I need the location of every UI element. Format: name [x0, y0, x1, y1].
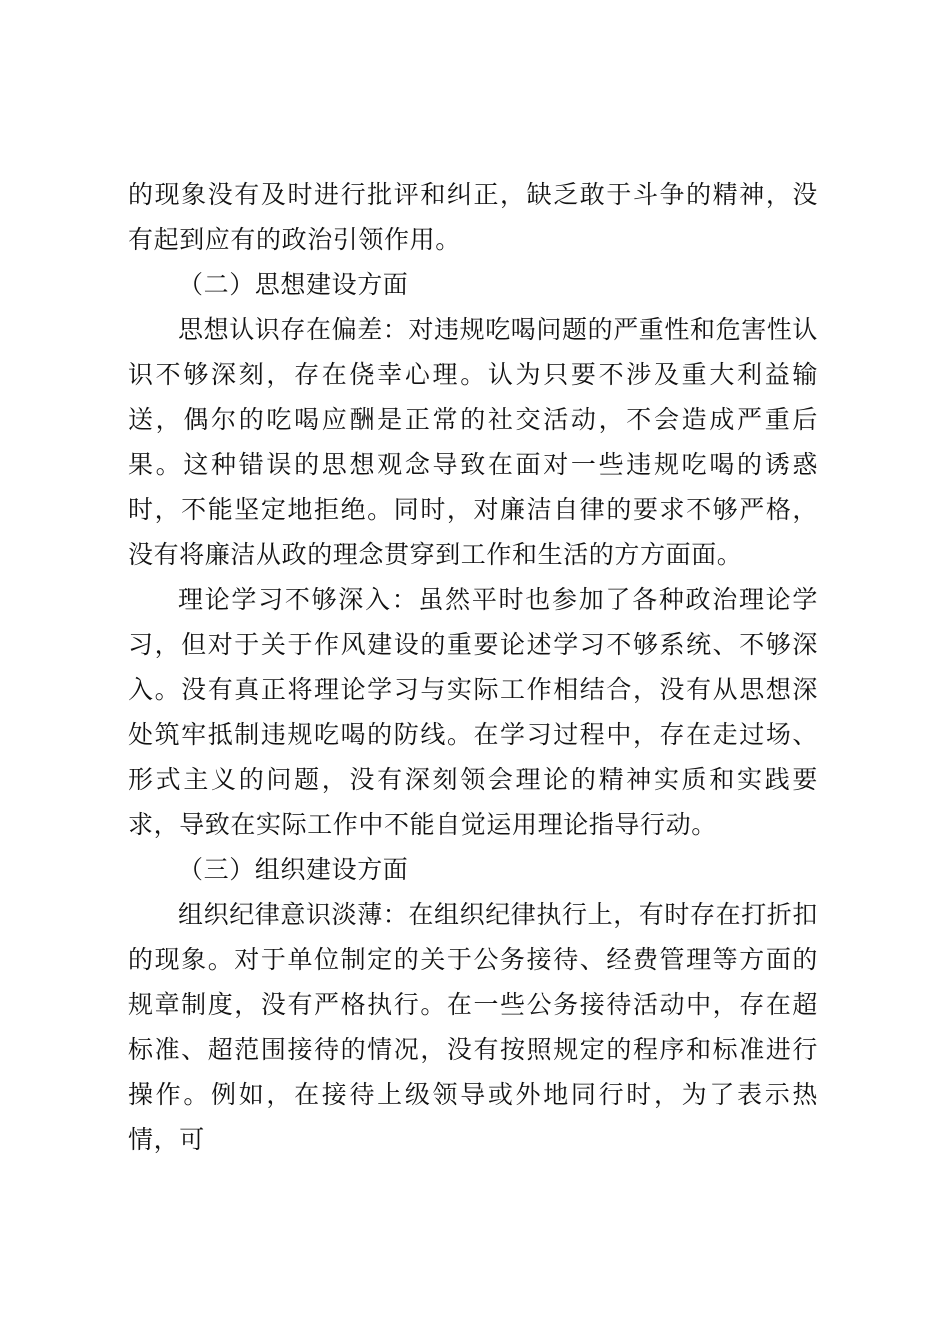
- section-heading-ideology: （二）思想建设方面: [178, 270, 409, 299]
- paragraph-ideological-deviation: 思想认识存在偏差：对违规吃喝问题的严重性和危害性认识不够深刻，存在侥幸心理。认为只要不涉及重大利益输送，偶尔的吃喝应酬是正常的社交活动，不会造成严重后果。这种错误的思想观念导致在面对一些违规吃喝的诱惑时，不能坚定地拒绝。同时，对廉洁自律的要求不够严格，没有将廉洁从政的理念贯穿到工作和生活的方方面面。: [128, 315, 819, 569]
- continuation-paragraph: 的现象没有及时进行批评和纠正，缺乏敢于斗争的精神，没有起到应有的政治引领作用。: [128, 180, 818, 254]
- paragraph-theory-study: 理论学习不够深入：虽然平时也参加了各种政治理论学习，但对于关于作风建设的重要论述学习不够系统、不够深入。没有真正将理论学习与实际工作相结合，没有从思想深处筑牢抵制违规吃喝的防线。在学习过程中，存在走过场、形式主义的问题，没有深刻领会理论的精神实质和实践要求，导致在实际工作中不能自觉运用理论指导行动。: [128, 585, 818, 839]
- paragraph-discipline-awareness: 组织纪律意识淡薄：在组织纪律执行上，有时存在打折扣的现象。对于单位制定的关于公务接待、经费管理等方面的规章制度，没有严格执行。在一些公务接待活动中，存在超标准、超范围接待的情况，没有按照规定的程序和标准进行操作。例如，在接待上级领导或外地同行时，为了表示热情，可: [128, 900, 819, 1154]
- document-body: [128, 172, 818, 1162]
- section-heading-organization: （三）组织建设方面: [178, 855, 409, 884]
